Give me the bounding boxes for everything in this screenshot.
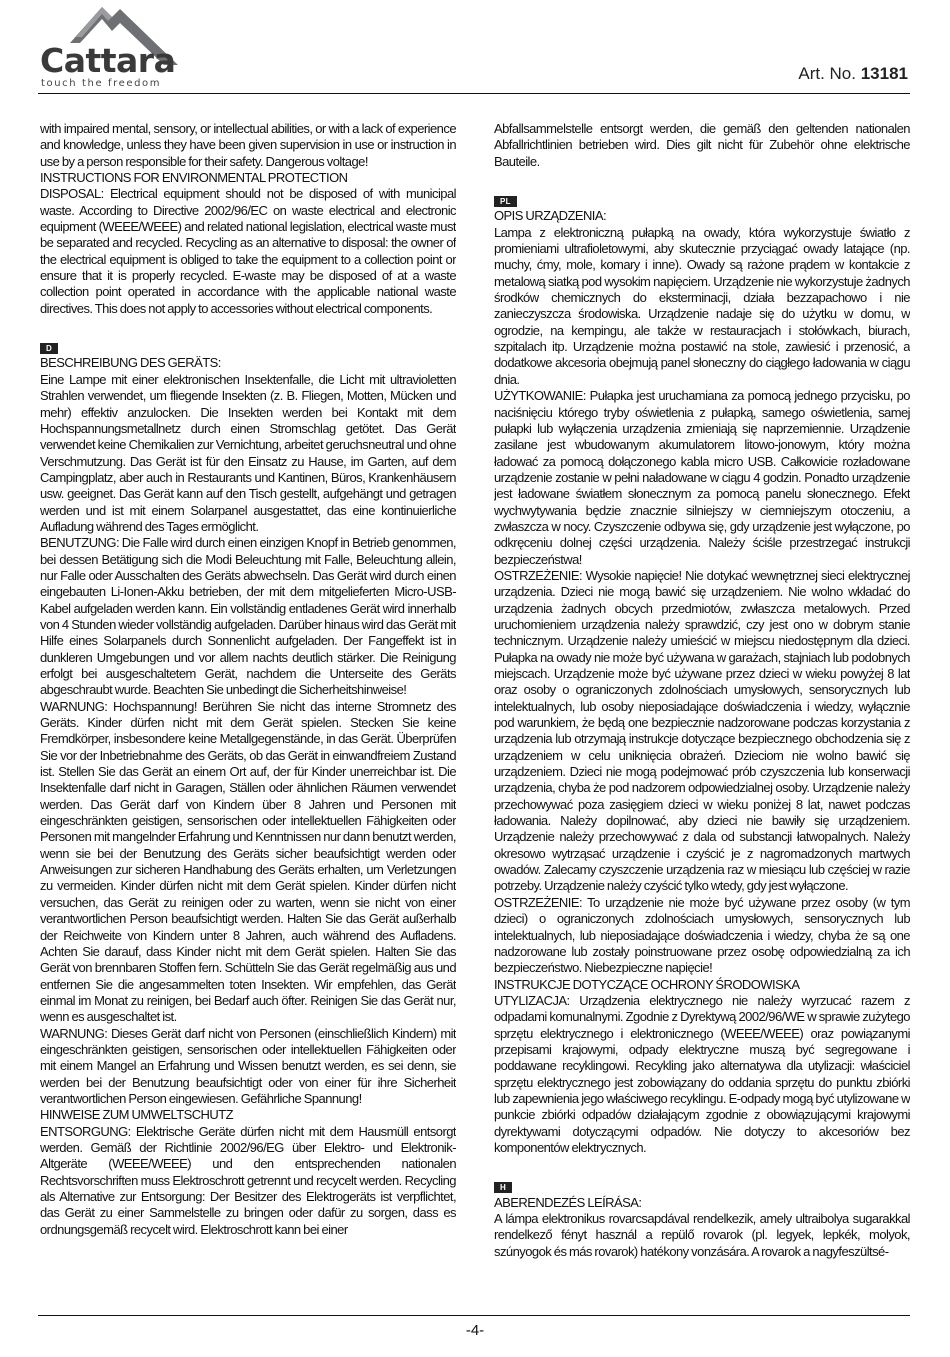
left-column bbox=[40, 121, 456, 1301]
paragraph: DISPOSAL: Electrical equipment should not be disposed of with municipal waste. According to Directive 2002/96/EC on waste electrical and electronic equipment (WEEE/WEEE) and related national legislation, electrical waste must be separated and recycled. Recycling as an alternative to disposal: the owner of the electrical equipment is obliged to take the equipment to a collection point or ensure that it is properly recycled. E-waste may be disposed of at a waste collection point operated in accordance with the applicable national waste directives. This does not apply to accessories without electrical components. bbox=[40, 186, 456, 316]
brand-tagline: touch the freedom bbox=[41, 78, 162, 89]
paragraph: A lámpa elektronikus rovarcsapdával rendelkezik, amely ultraibolya sugarakkal rendelkező fényt használ a repülő rovarok (pl. legyek, lepkék, molyok, szúnyogok és más rovarok) hatékony vonzására. A rovarok a nagyfeszültsé- bbox=[494, 1211, 910, 1259]
language-badge-hu: H bbox=[494, 1182, 512, 1193]
paragraph: UŻYTKOWANIE: Pułapka jest uruchamiana za pomocą jednego przycisku, po naciśnięciu którego tryby oświetlenia z pułapką, samego oświetlenia, samej pułapki lub wyłączenia urządzenia zmieniają się naprzemiennie. Urządzenie zasilane jest wbudowanym akumulatorem litowo-jonowym, który można ładować za pomocą dołączonego kabla micro USB. Całkowicie rozładowane urządzenie zostanie w pełni naładowane w ciągu 4 godzin. Ponadto urządzenie jest ładowane światłem słonecznym za pomocą panelu słonecznego. Efekt wychwytywania będzie znacznie silniejszy w ciemniejszym otoczeniu, a zwłaszcza w nocy. Czyszczenie odbywa się, gdy urządzenie jest wyłączone, po odkręceniu dolnej części urządzenia. Należy ściśle przestrzegać instrukcji bezpieczeństwa! bbox=[494, 388, 910, 567]
article-value: 13181 bbox=[860, 64, 908, 83]
brand-logo bbox=[38, 5, 188, 90]
section-heading: INSTRUCTIONS FOR ENVIRONMENTAL PROTECTION bbox=[40, 170, 348, 186]
paragraph: OSTRZEŻENIE: To urządzenie nie może być używane przez osoby (w tym dzieci) o ograniczonych zdolnościach umysłowych, sensorycznych lub intelektualnych, lub nieposiadające doświadczenia i wiedzy, chyba że są one nadzorowane lub zostały poinstruowane przez osobę odpowiedzialną za ich bezpieczeństwo. Niebezpieczne napięcie! bbox=[494, 894, 910, 976]
paragraph: OSTRZEŻENIE: Wysokie napięcie! Nie dotykać wewnętrznej sieci elektrycznej urządzenia. Dzieci nie mogą bawić się urządzeniem. Nie wolno wkładać do urządzenia żadnych obcych przedmiotów, zwłaszcza metalowych. Przed uruchomieniem urządzenia należy sprawdzić, czy jest ono w dobrym stanie technicznym. Urządzenie należy umieścić w miejscu niedostępnym dla dzieci. Pułapka na owady nie może być używana w garażach, stajniach lub podobnych miejscach. Urządzenie może być używane przez dzieci w wieku powyżej 8 lat oraz osoby o ograniczonych zdolnościach umysłowych, sensorycznych lub intelektualnych, lub osoby nieposiadające doświadczenia i wiedzy, wyłącznie pod warunkiem, że będą one bezpiecznie nadzorowane podczas korzystania z urządzenia lub otrzymają instrukcje dotyczące bezpiecznego obchodzenia się z urządzeniem w celu uniknięcia obrażeń. Dzieciom nie wolno bawić się urządzeniem. Dzieci nie mogą podejmować prób czyszczenia lub konserwacji urządzenia, chyba że pod nadzorem odpowiedzialnej osoby. Urządzenie należy przechowywać poza zasięgiem dzieci w wieku poniżej 8 lat, nawet podczas ładowania. Należy dopilnować, aby dzieci nie bawiły się urządzeniem. Urządzenie należy przechowywać z dala od substancji łatwopalnych. Należy okresowo wytrząsać urządzenie i czyścić je z nagromadzonych martwych owadów. Zalecamy czyszczenie urządzenia raz w miesiącu lub częściej w razie potrzeby. Urządzenie należy czyścić tylko wtedy, gdy jest wyłączone. bbox=[494, 567, 910, 894]
paragraph: with impaired mental, sensory, or intellectual abilities, or with a lack of experience and knowledge, unless they have been given supervision in use or instruction in use by a person responsible for their safety. Dangerous voltage! bbox=[40, 121, 456, 169]
footer-rule bbox=[38, 1315, 910, 1316]
paragraph: BENUTZUNG: Die Falle wird durch einen einzigen Knopf in Betrieb genommen, bei dessen Betätigung sich die Modi Beleuchtung mit Falle, Beleuchtung allein, nur Falle oder Ausschalten des Geräts abwechseln. Das Gerät wird durch einen eingebauten Li-Ionen-Akku betrieben, der mit dem mitgelieferten Micro-USB-Kabel aufgeladen werden kann. Ein vollständig entladenes Gerät wird innerhalb von 4 Stunden wieder vollständig aufgeladen. Darüber hinaus wird das Gerät mit Hilfe eines Solarpanels durch Sonnenlicht aufgeladen. Der Fangeffekt ist in dunkleren Umgebungen und vor allem nachts deutlich stärker. Die Reinigung erfolgt bei ausgeschaltetem Gerät, nachdem die Unterseite des Geräts abgeschraubt wurde. Beachten Sie unbedingt die Sicherheitshinweise! bbox=[40, 535, 456, 698]
section-heading: BESCHREIBUNG DES GERÄTS: bbox=[40, 355, 221, 371]
paragraph: WARNUNG: Hochspannung! Berühren Sie nicht das interne Stromnetz des Geräts. Kinder dürfen nicht mit dem Gerät spielen. Stecken Sie keine Fremdkörper, insbesondere keine Metallgegenstände, in das Gerät. Überprüfen Sie vor der Inbetriebnahme des Geräts, ob das Gerät in einwandfreiem Zustand ist. Stellen Sie das Gerät an einem Ort auf, der für Kinder unerreichbar ist. Die Insektenfalle darf nicht in Garagen, Ställen oder ähnlichen Räumen verwendet werden. Das Gerät darf von Kindern über 8 Jahren und Personen mit eingeschränkten geistigen, sensorischen oder intellektuellen Fähigkeiten oder Personen mit mangelnder Erfahrung und Kenntnissen nur dann benutzt werden, wenn sie bei der Benutzung des Geräts sicher beaufsichtigt werden oder Anweisungen zur sicheren Handhabung des Geräts erhalten, um Verletzungen zu vermeiden. Kinder dürfen nicht mit dem Gerät spielen. Kinder dürfen nicht versuchen, das Gerät zu reinigen oder zu warten, wenn sie nicht von einer verantwortlichen Person beaufsichtigt werden. Halten Sie das Gerät außerhalb der Reichweite von Kindern unter 8 Jahren, auch während des Aufladens. Achten Sie darauf, dass Kinder nicht mit dem Gerät spielen. Halten Sie das Gerät von brennbaren Stoffen fern. Schütteln Sie das Gerät regelmäßig aus und entfernen Sie die angesammelten toten Insekten. Wir empfehlen, das Gerät einmal im Monat zu reinigen, bei Bedarf auch öfter. Reinigen Sie das Gerät nur, wenn es ausgeschaltet ist. bbox=[40, 698, 456, 1025]
section-heading: INSTRUKCJE DOTYCZĄCE OCHRONY ŚRODOWISKA bbox=[494, 976, 800, 992]
article-number bbox=[798, 64, 908, 84]
page-header bbox=[0, 0, 950, 100]
paragraph: Abfallsammelstelle entsorgt werden, die gemäß den geltenden nationalen Abfallrichtlinien betrieben wird. Dies gilt nicht für Zubehör ohne elektrische Bauteile. bbox=[494, 121, 910, 169]
language-badge-pl: PL bbox=[494, 196, 517, 207]
section-heading: HINWEISE ZUM UMWELTSCHUTZ bbox=[40, 1107, 233, 1123]
article-label: Art. No. bbox=[798, 64, 856, 83]
section-heading: OPIS URZĄDZENIA: bbox=[494, 208, 607, 224]
header-rule bbox=[38, 93, 910, 94]
paragraph: Eine Lampe mit einer elektronischen Insektenfalle, die Licht mit ultravioletten Strahlen verwendet, um fliegende Insekten (z. B. Fliegen, Motten, Mücken und mehr) effektiv anzulocken. Die Insekten werden bei Kontakt mit dem Hochspannungsmetallnetz durch einen Stromschlag getötet. Das Gerät verwendet keine Chemikalien zur Vernichtung, arbeitet geruchsneutral und ohne Verschmutzung. Das Gerät ist für den Einsatz zu Hause, im Garten, auf dem Campingplatz, aber auch in Restaurants und Kantinen, Büros, Krankenhäusern usw. geeignet. Das Gerät kann auf den Tisch gestellt, aufgehängt und getragen werden und ist mit einem Solarpanel ausgestattet, das eine kontinuierliche Aufladung während des Tages ermöglicht. bbox=[40, 371, 456, 534]
paragraph: Lampa z elektroniczną pułapką na owady, która wykorzystuje światło z promieniami ultrafioletowymi, aby skutecznie przyciągać owady latające (np. muchy, ćmy, mole, komary i inne). Owady są rażone prądem w kontakcie z metalową siatką pod wysokim napięciem. Urządzenie nie wykorzystuje żadnych środków chemicznych do eksterminacji, działa bezzapachowo i nie zanieczyszcza środowiska. Urządzenie nadaje się do użytku w domu, w ogrodzie, na kempingu, ale także w restauracjach i stołówkach, biurach, szpitalach itp. Urządzenie można postawić na stole, zawiesić i przenosić, a dodatkowe akcesoria obejmują panel słoneczny do ciągłego ładowania w ciągu dnia. bbox=[494, 224, 910, 387]
page-number: -4- bbox=[465, 1322, 485, 1339]
right-column bbox=[494, 121, 910, 1301]
section-heading: ABERENDEZÉS LEÍRÁSA: bbox=[494, 1194, 642, 1210]
paragraph: ENTSORGUNG: Elektrische Geräte dürfen nicht mit dem Hausmüll entsorgt werden. Gemäß der Richtlinie 2002/96/EG über Elektro- und Elektronik-Altgeräte (WEEE/WEEE) und den entsprechenden nationalen Rechtsvorschriften muss Elektroschrott getrennt und recycelt werden. Recycling als Alternative zur Entsorgung: Der Besitzer des Elektrogeräts ist verpflichtet, das Gerät zu einer Sammelstelle zu bringen oder dafür zu sorgen, dass es ordnungsgemäß recycelt wird. Elektroschrott kann bei einer bbox=[40, 1123, 456, 1237]
brand-name: Cattara bbox=[40, 41, 176, 80]
paragraph: UTYLIZACJA: Urządzenia elektrycznego nie należy wyrzucać razem z odpadami komunalnymi. Zgodnie z Dyrektywą 2002/96/WE w sprawie zużytego sprzętu elektrycznego i elektronicznego (WEEE/WEEE) oraz powiązanymi przepisami krajowymi, odpady elektryczne muszą być segregowane i poddawane recyklingowi. Recykling jako alternatywa dla utylizacji: właściciel sprzętu elektrycznego jest zobowiązany do oddania sprzętu do punktu zbiórki lub zapewnienia jego właściwego recyklingu. E-odpady mogą być utylizowane w punkcie zbiórki odpadów działającym zgodnie z obowiązującymi krajowymi dyrektywami dotyczącymi odpadów. Nie dotyczy to akcesoriów bez komponentów elektrycznych. bbox=[494, 992, 910, 1155]
language-badge-de: D bbox=[40, 343, 58, 354]
paragraph: WARNUNG: Dieses Gerät darf nicht von Personen (einschließlich Kindern) mit eingeschränkten geistigen, sensorischen oder intellektuellen Fähigkeiten oder mit einem Mangel an Erfahrung und Wissen benutzt werden, es sei denn, sie werden bei der Benutzung beaufsichtigt oder von einer für ihre Sicherheit verantwortlichen Person eingewiesen. Gefährliche Spannung! bbox=[40, 1025, 456, 1106]
